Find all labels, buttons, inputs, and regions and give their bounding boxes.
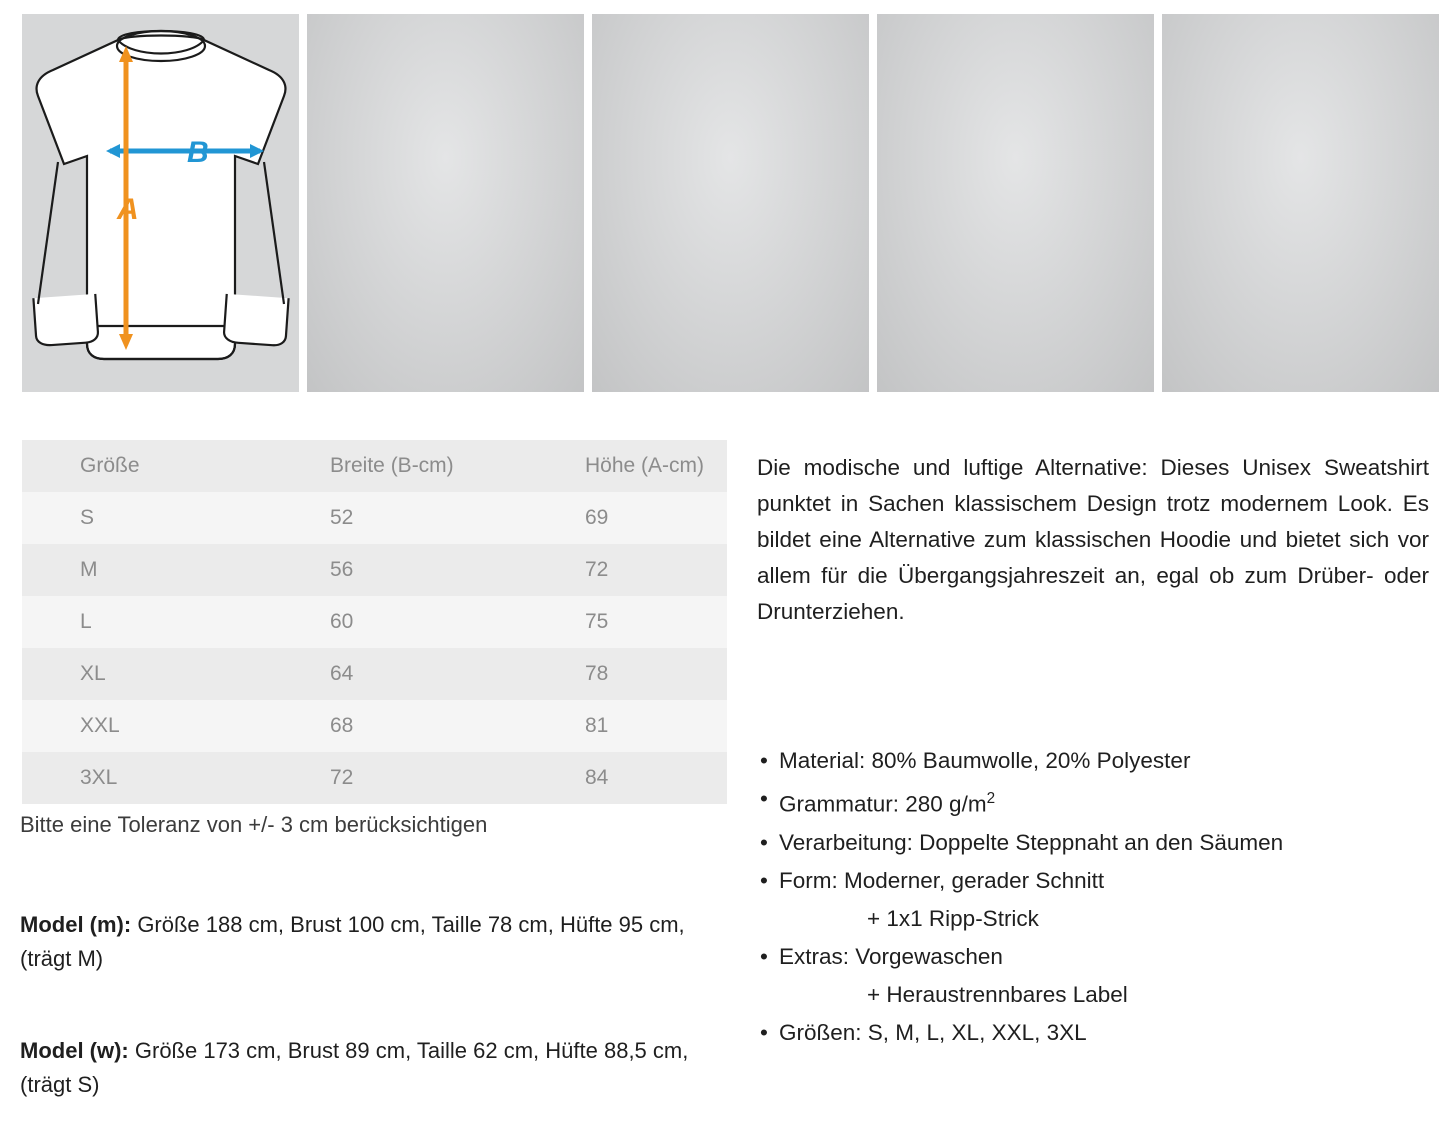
cell-size: XL (80, 662, 106, 685)
model-male-text: Größe 188 cm, Brust 100 cm, Taille 78 cm, Hüfte 95 cm, (trägt M) (20, 912, 685, 971)
table-row (22, 596, 727, 648)
photo-background (1162, 14, 1439, 392)
male-back-photo (592, 14, 869, 392)
model-male-info (20, 908, 730, 976)
cell-height: 78 (585, 662, 609, 685)
cell-height: 84 (585, 766, 609, 789)
photo-background (592, 14, 869, 392)
model-male-label: Model (m): (20, 912, 132, 937)
table-header-row (22, 440, 727, 492)
cell-size: XXL (80, 714, 120, 737)
product-description: Die modische und luftige Alternative: Dieses Unisex Sweatshirt punktet in Sachen klassischem Design trotz modernem Look. Es bildet eine Alternative zum klassischen Hoodie und bietet sich vor allem für die Übergangsjahreszeit an, egal ob zum Drüber- oder Drunterziehen. (757, 455, 1429, 624)
cell-width: 68 (330, 714, 354, 737)
column-header-height: Höhe (A-cm) (585, 454, 705, 477)
svg-text:A: A (117, 193, 139, 226)
male-front-photo (307, 14, 584, 392)
table-row (22, 700, 727, 752)
cell-width: 56 (330, 558, 354, 581)
column-header-size: Größe (80, 454, 140, 477)
cell-size: M (80, 558, 98, 581)
product-features (757, 742, 1437, 1052)
superscript-two: 2 (986, 790, 996, 807)
photo-background (877, 14, 1154, 392)
table-row (22, 492, 727, 544)
photo-background (307, 14, 584, 392)
female-back-photo (1162, 14, 1439, 392)
svg-text:B: B (187, 136, 209, 169)
list-item-sub: + Heraustrennbares Label (867, 981, 1128, 1007)
schematic-diagram (22, 14, 299, 392)
cell-height: 69 (585, 506, 609, 529)
cell-height: 75 (585, 610, 609, 633)
column-header-width: Breite (B-cm) (330, 454, 454, 477)
list-item: • Material: 80% Baumwolle, 20% Polyester (757, 742, 1437, 780)
tolerance-note: Bitte eine Toleranz von +/- 3 cm berücksichtigen (20, 812, 488, 837)
list-item: • Extras: Vorgewaschen (757, 938, 1437, 976)
list-item: • Größen: S, M, L, XL, XXL, 3XL (757, 1014, 1437, 1052)
model-female-text: Größe 173 cm, Brust 89 cm, Taille 62 cm, Hüfte 88,5 cm, (trägt S) (20, 1038, 689, 1097)
list-item: • Verarbeitung: Doppelte Steppnaht an den Säumen (757, 824, 1437, 862)
cell-size: L (80, 610, 92, 633)
table-row (22, 752, 727, 804)
list-item (757, 780, 1437, 824)
list-item-sub: + 1x1 Ripp-Strick (867, 905, 1039, 931)
cell-width: 52 (330, 506, 354, 529)
cell-height: 72 (585, 558, 609, 581)
table-row (22, 544, 727, 596)
list-item: • Form: Moderner, gerader Schnitt (757, 862, 1437, 900)
feature-grammatur-label: Grammatur: 280 g/m (779, 791, 987, 817)
sweatshirt-schematic-svg (22, 14, 299, 392)
cell-size: 3XL (80, 766, 118, 789)
cell-width: 64 (330, 662, 354, 685)
cell-width: 60 (330, 610, 354, 633)
cell-width: 72 (330, 766, 354, 789)
female-front-photo (877, 14, 1154, 392)
table-row (22, 648, 727, 700)
cell-height: 81 (585, 714, 609, 737)
cell-size: S (80, 506, 95, 529)
model-female-label: Model (w): (20, 1038, 129, 1063)
size-table (22, 440, 727, 804)
feature-list (757, 742, 1437, 1052)
model-female-info (20, 1034, 730, 1102)
product-image-strip (22, 14, 1424, 392)
